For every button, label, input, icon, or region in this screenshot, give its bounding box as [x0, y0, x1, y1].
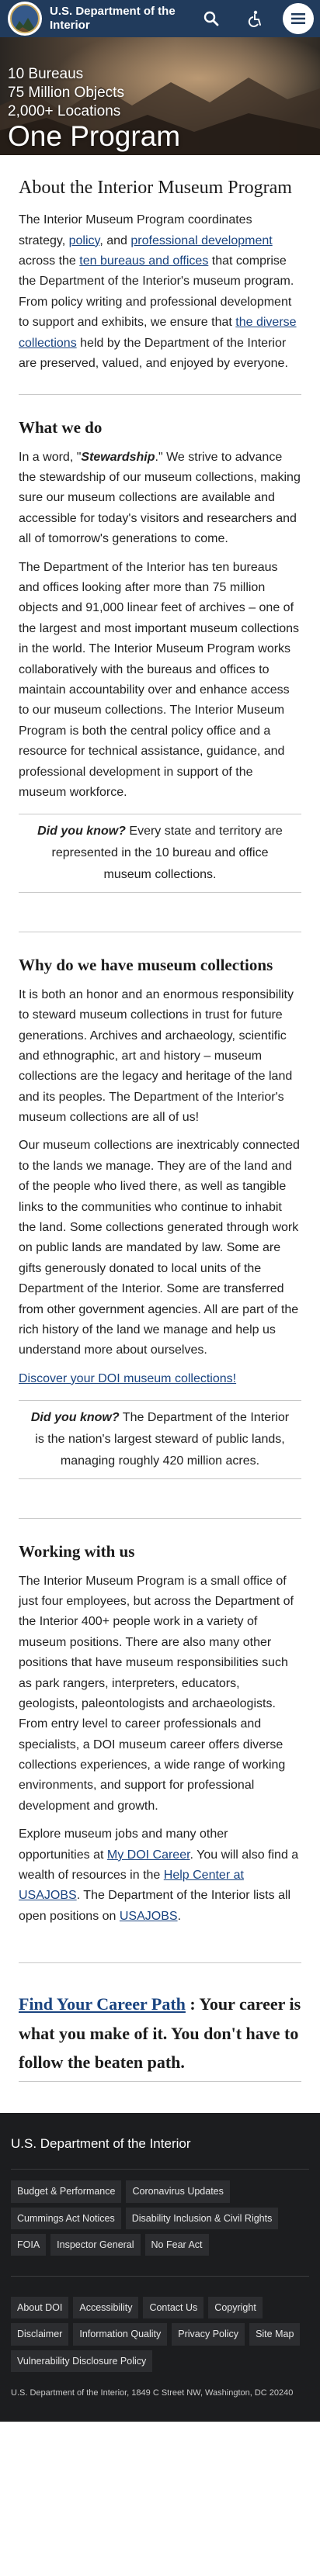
footer-address: U.S. Department of the Interior, 1849 C Street NW, Washington, DC 20240 — [11, 2388, 294, 2398]
discover-collections-link[interactable]: Discover your DOI museum collections! — [19, 1371, 237, 1385]
career-path-callout: Find Your Career Path : Your career is what you make of it. You don't have to follow the beaten path. — [19, 1994, 301, 2072]
policy-link[interactable]: policy — [68, 233, 100, 247]
professional-development-link[interactable]: professional development — [130, 233, 273, 247]
why-heading: Why do we have museum collections — [19, 956, 273, 975]
my-doi-career-link[interactable]: My DOI Career — [106, 1848, 190, 1862]
usajobs-help-center-link[interactable]: Help Center at USAJOBS — [19, 1869, 244, 1903]
section-divider — [19, 394, 301, 395]
footer-title[interactable]: U.S. Department of the Interior — [11, 2133, 309, 2170]
menu-button[interactable] — [283, 3, 314, 34]
footer-link[interactable]: Disclaimer — [11, 2323, 68, 2345]
footer-link[interactable]: Information Quality — [73, 2323, 167, 2345]
site-footer — [0, 2113, 320, 2422]
hero-stat-objects: 75 Million Objects — [8, 85, 124, 101]
agency-name[interactable]: U.S. Department of the Interior — [50, 5, 176, 32]
main-content — [0, 174, 320, 2082]
why-paragraph-1: It is both an honor and an enormous responsibility to steward museum collections in trust for future generations. Archives and archaeology, scientific and ethnographic, art and history – museum collections are the legacy and heritage of the land and its peoples. The Department of the Interior's museum collections are all of us! — [19, 987, 294, 1125]
find-career-path-link[interactable]: Find Your Career Path — [19, 1994, 186, 2014]
hero-banner — [0, 37, 320, 155]
footer-link[interactable]: Disability Inclusion & Civil Rights — [126, 2208, 279, 2229]
page-title: About the Interior Museum Program — [19, 178, 292, 198]
footer-link[interactable]: Inspector General — [50, 2234, 140, 2256]
footer-link[interactable]: Privacy Policy — [172, 2323, 245, 2345]
working-paragraph-2: Explore museum jobs and many other opportunities at My DOI Career. You will also find a wealth of resources in the Help Center at USAJOBS. The Department of the Interior lists all open positions on USAJOBS. — [19, 1827, 299, 1923]
footer-link[interactable]: Copyright — [208, 2297, 263, 2318]
footer-links-secondary — [11, 2276, 309, 2372]
search-icon — [203, 11, 219, 26]
footer-link[interactable]: Cummings Act Notices — [11, 2208, 121, 2229]
bureaus-link[interactable]: ten bureaus and offices — [79, 254, 209, 268]
what-we-do-paragraph-1: In a word, "Stewardship." We strive to advance the stewardship of our museum collections, making sure our museum collections are available and accessible for today's visitors and researchers and all of tomorrow's generations to come. — [19, 450, 301, 546]
footer-link[interactable]: FOIA — [11, 2234, 46, 2256]
footer-link[interactable]: Contact Us — [143, 2297, 203, 2318]
what-we-do-paragraph-2: The Department of the Interior has ten bureaus and offices looking after more than 75 million objects and 91,000 linear feet of archives – one of the largest and most important museum collections in the world. The Interior Museum Program works collaboratively with the bureaus and offices to maintain accountability over and enhance access to our museum collections. The Interior Museum Program is both the central policy office and a resource for technical assistance, guidance, and professional development in support of the museum workforce. — [19, 560, 300, 799]
hero-title: One Program — [8, 120, 181, 152]
footer-link[interactable]: Accessibility — [73, 2297, 138, 2318]
menu-icon — [290, 12, 306, 25]
working-paragraph-1: The Interior Museum Program is a small office of just four employees, but across the Department of the Interior 400+ people work in a variety of museum positions. There are also many other positions that have museum responsibilities such as park rangers, interpreters, educators, geologists, paleontologists and archaeologists. From entry level to career professionals and specialists, a DOI museum career offers diverse collections experiences, a wide range of working environments, and support for professional development and growth. — [19, 1574, 294, 1813]
footer-link[interactable]: Coronavirus Updates — [126, 2180, 229, 2202]
footer-link[interactable]: Vulnerability Disclosure Policy — [11, 2350, 152, 2372]
what-we-do-heading: What we do — [19, 418, 103, 437]
footer-link[interactable]: About DOI — [11, 2297, 68, 2318]
working-heading: Working with us — [19, 1542, 135, 1561]
section-divider — [19, 2081, 301, 2082]
footer-link[interactable]: Site Map — [249, 2323, 300, 2345]
doi-seal-logo[interactable] — [8, 2, 42, 36]
hero-stat-bureaus: 10 Bureaus — [8, 66, 84, 82]
collections-link[interactable]: the diverse collections — [19, 316, 297, 350]
site-header — [0, 0, 320, 37]
section-divider — [19, 1962, 301, 1963]
footer-links-primary — [11, 2180, 309, 2256]
did-you-know-callout: Did you know? The Department of the Interior is the nation's largest steward of public lands, managing roughly 420 million acres. — [19, 1400, 301, 1479]
why-paragraph-2: Our museum collections are inextricably connected to the lands we manage. They are of the land and of the people who lived there, as well as tangible links to the communities who continue to inhabit the land. Some collections generated through work on public lands are mandated by law. Some are gifts generously donated to local units of the Department of the Interior. Some are transferred from other government agencies. All are part of the rich history of the land we manage and help us understand more about ourselves. — [19, 1139, 300, 1357]
usajobs-link[interactable]: USAJOBS — [119, 1909, 178, 1923]
hero-stat-locations: 2,000+ Locations — [8, 103, 121, 119]
footer-link[interactable]: No Fear Act — [145, 2234, 209, 2256]
footer-link[interactable]: Budget & Performance — [11, 2180, 121, 2202]
accessibility-icon — [247, 10, 263, 27]
did-you-know-callout: Did you know? Every state and territory are represented in the 10 bureau and office museum collections. — [19, 814, 301, 893]
about-paragraph: The Interior Museum Program coordinates strategy, policy, and professional development across the ten bureaus and offices that comprise the Department of the Interior's museum program. From policy writing and professional development to support and exhibits, we ensure that the diverse collections held by the Department of the Interior are preserved, valued, and enjoyed by everyone. — [19, 213, 297, 370]
accessibility-button[interactable] — [239, 3, 270, 34]
search-button[interactable] — [196, 3, 227, 34]
section-divider — [19, 1518, 301, 1519]
